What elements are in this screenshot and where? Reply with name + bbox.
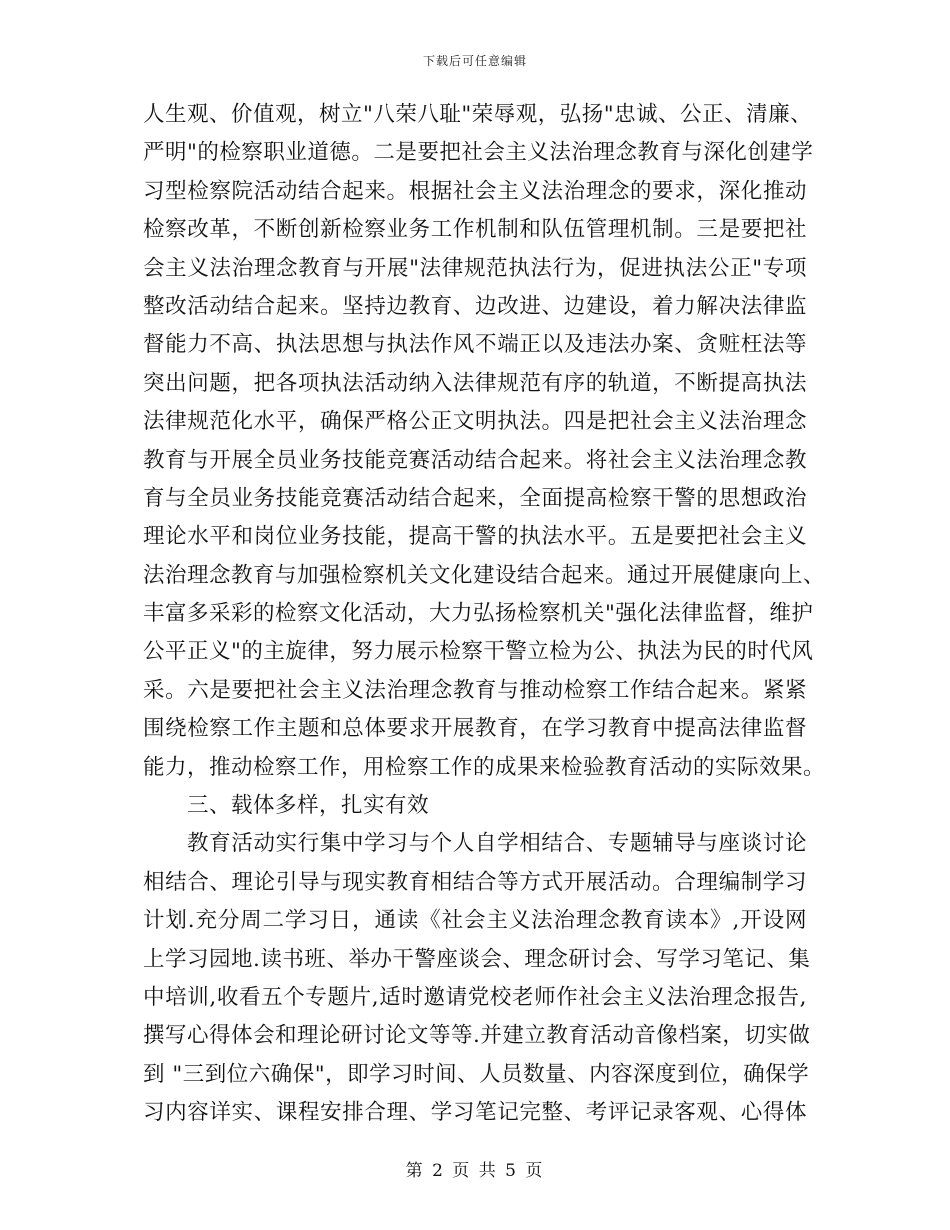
body-line: 突出问题，把各项执法活动纳入法律规范有序的轨道，不断提高执法 xyxy=(143,370,807,396)
body-line: 丰富多采彩的检察文化活动，大力弘扬检察机关"强化法律监督，维护 xyxy=(143,601,814,627)
document-body xyxy=(143,96,826,1133)
body-line: 督能力不高、执法思想与执法作风不端正以及违法办案、贪赃枉法等 xyxy=(143,332,807,358)
body-line: 上学习园地.读书班、举办干警座谈会、理念研讨会、写学习笔记、集 xyxy=(143,946,811,972)
body-line: 法治理念教育与加强检察机关文化建设结合起来。通过开展健康向上、 xyxy=(143,562,826,588)
body-line: 公平正义"的主旋律，努力展示检察干警立检为公、执法为民的时代风 xyxy=(143,639,814,665)
paragraph-first-line: 教育活动实行集中学习与个人自学相结合、专题辅导与座谈讨论 xyxy=(187,831,807,857)
page-header: 下载后可任意编辑 xyxy=(422,54,527,68)
body-line: 人生观、价值观，树立"八荣八耻"荣辱观，弘扬"忠诚、公正、清廉、 xyxy=(143,102,813,127)
body-line: 能力，推动检察工作，用检察工作的成果来检验教育活动的实际效果。 xyxy=(143,754,826,780)
body-line: 围绕检察工作主题和总体要求开展教育，在学习教育中提高法律监督 xyxy=(143,716,807,742)
body-line: 相结合、理论引导与现实教育相结合等方式开展活动。合理编制学习 xyxy=(143,869,807,895)
body-line: 中培训,收看五个专题片,适时邀请党校老师作社会主义法治理念报告, xyxy=(143,984,807,1010)
body-line: 会主义法治理念教育与开展"法律规范执法行为，促进执法公正"专项 xyxy=(143,255,807,281)
body-line: 习型检察院活动结合起来。根据社会主义法治理念的要求，深化推动 xyxy=(143,178,807,204)
body-line: 教育与开展全员业务技能竞赛活动结合起来。将社会主义法治理念教 xyxy=(143,447,807,473)
body-line: 计划.充分周二学习日，通读《社会主义法治理念教育读本》,开设网 xyxy=(143,908,807,934)
body-line: 到 "三到位六确保"，即学习时间、人员数量、内容深度到位，确保学 xyxy=(143,1061,810,1087)
body-line: 整改活动结合起来。坚持边教育、边改进、边建设，着力解决法律监 xyxy=(143,293,807,319)
body-line: 检察改革，不断创新检察业务工作机制和队伍管理机制。三是要把社 xyxy=(143,217,807,243)
body-line: 严明"的检察职业道德。二是要把社会主义法治理念教育与深化创建学 xyxy=(143,140,814,166)
page-number-footer: 第 2 页 共 5 页 xyxy=(405,1161,545,1181)
body-line: 采。六是要把社会主义法治理念教育与推动检察工作结合起来。紧紧 xyxy=(143,677,807,703)
body-line: 法律规范化水平，确保严格公正文明执法。四是把社会主义法治理念 xyxy=(143,409,807,435)
body-line: 育与全员业务技能竞赛活动结合起来，全面提高检察干警的思想政治 xyxy=(143,485,807,511)
body-line: 撰写心得体会和理论研讨论文等等.并建立教育活动音像档案，切实做 xyxy=(143,1023,811,1049)
body-line: 习内容详实、课程安排合理、学习笔记完整、考评记录客观、心得体 xyxy=(143,1100,807,1126)
body-line: 理论水平和岗位业务技能，提高干警的执法水平。五是要把社会主义 xyxy=(143,524,807,550)
section-heading: 三、载体多样，扎实有效 xyxy=(187,793,430,819)
